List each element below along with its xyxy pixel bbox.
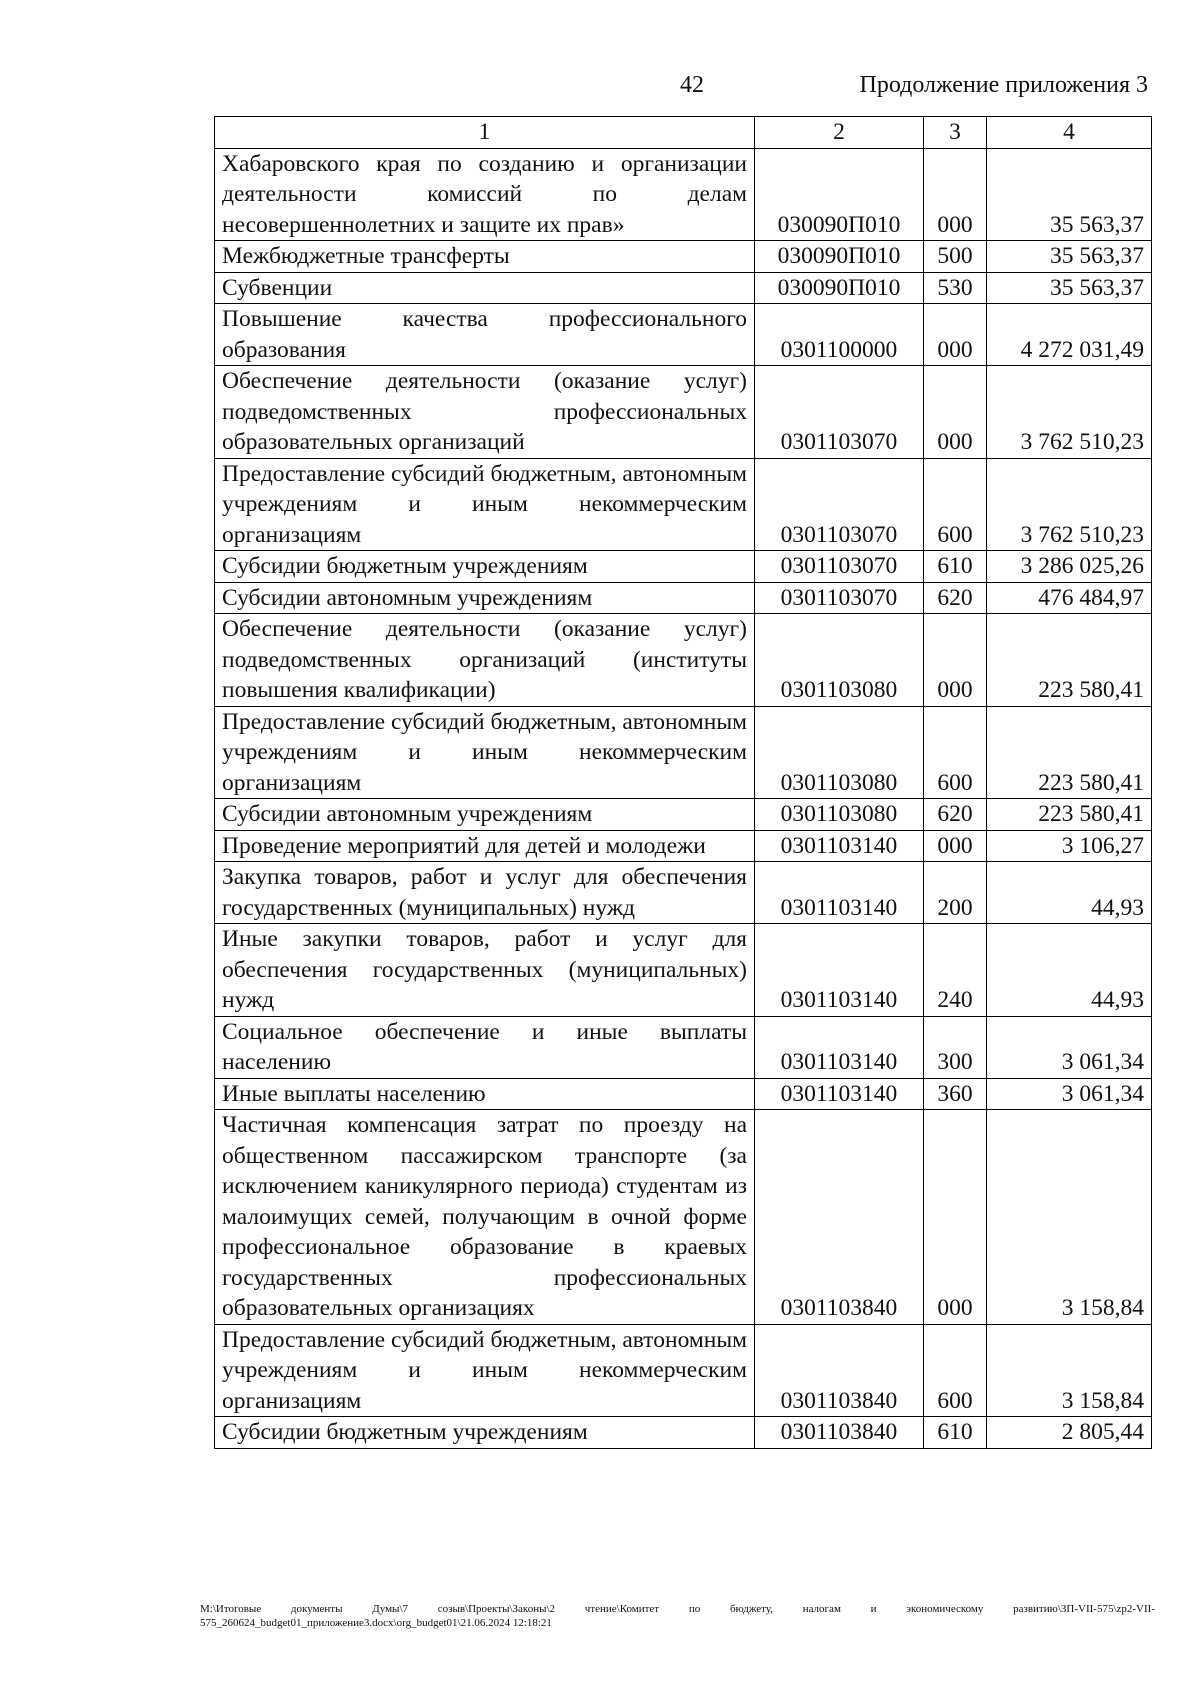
row-name: Субвенции	[215, 272, 755, 304]
row-name: Обеспечение деятельности (оказание услуг) подведомственных организаций (институты повышения квалификации)	[215, 614, 755, 707]
column-header-2: 2	[755, 117, 924, 149]
row-name: Проведение мероприятий для детей и молодежи	[215, 830, 755, 862]
row-name: Иные выплаты населению	[215, 1078, 755, 1110]
row-code: 0301103140	[755, 830, 924, 862]
row-name: Субсидии бюджетным учреждениям	[215, 551, 755, 583]
row-code: 0301100000	[755, 304, 924, 366]
row-amount: 35 563,37	[987, 241, 1152, 273]
table-row	[215, 614, 1152, 707]
table-row	[215, 1110, 1152, 1325]
table-row	[215, 1078, 1152, 1110]
row-expense-type: 000	[924, 1110, 987, 1325]
row-amount: 2 805,44	[987, 1417, 1152, 1449]
table-row	[215, 582, 1152, 614]
row-amount: 3 762 510,23	[987, 366, 1152, 459]
row-amount: 3 061,34	[987, 1016, 1152, 1078]
row-expense-type: 200	[924, 862, 987, 924]
page-number: 42	[680, 72, 704, 98]
table-row	[215, 551, 1152, 583]
table-row	[215, 458, 1152, 551]
row-expense-type: 300	[924, 1016, 987, 1078]
column-header-1: 1	[215, 117, 755, 149]
row-code: 0301103080	[755, 706, 924, 799]
row-code: 0301103840	[755, 1110, 924, 1325]
row-name: Предоставление субсидий бюджетным, автономным учреждениям и иным некоммерческим организациям	[215, 706, 755, 799]
row-amount: 3 061,34	[987, 1078, 1152, 1110]
row-amount: 3 286 025,26	[987, 551, 1152, 583]
column-header-4: 4	[987, 117, 1152, 149]
row-name: Межбюджетные трансферты	[215, 241, 755, 273]
row-code: 0301103070	[755, 551, 924, 583]
row-expense-type: 360	[924, 1078, 987, 1110]
table-row	[215, 366, 1152, 459]
row-expense-type: 530	[924, 272, 987, 304]
row-code: 030090П010	[755, 272, 924, 304]
column-header-3: 3	[924, 117, 987, 149]
row-expense-type: 600	[924, 1324, 987, 1417]
row-amount: 44,93	[987, 862, 1152, 924]
continuation-label: Продолжение приложения 3	[859, 72, 1148, 98]
row-code: 0301103070	[755, 458, 924, 551]
row-expense-type: 000	[924, 830, 987, 862]
row-expense-type: 600	[924, 458, 987, 551]
table-row	[215, 148, 1152, 241]
row-amount: 35 563,37	[987, 148, 1152, 241]
row-expense-type: 000	[924, 304, 987, 366]
row-name: Частичная компенсация затрат по проезду на общественном пассажирском транспорте (за исключением каникулярного периода) студентам из малоимущих семей, получающим в очной форме профессиональное образование в краевых государственных профессиональных образовательных организациях	[215, 1110, 755, 1325]
document-path-footer: M:\Итоговые документы Думы\7 созыв\Проекты\Законы\2 чтение\Комитет по бюджету, налогам и экономическому развитию\ЗП-VII-575\zp2-VII-575_260624_budget01_приложение3.docx\org_budget01\21.06.2024 12:18:21	[200, 1603, 1155, 1629]
row-name: Социальное обеспечение и иные выплаты населению	[215, 1016, 755, 1078]
row-name: Субсидии автономным учреждениям	[215, 799, 755, 831]
table-row	[215, 1324, 1152, 1417]
row-amount: 3 158,84	[987, 1110, 1152, 1325]
table-row	[215, 272, 1152, 304]
row-name: Закупка товаров, работ и услуг для обеспечения государственных (муниципальных) нужд	[215, 862, 755, 924]
table-row	[215, 241, 1152, 273]
row-amount: 476 484,97	[987, 582, 1152, 614]
row-code: 030090П010	[755, 241, 924, 273]
table-row	[215, 1417, 1152, 1449]
row-expense-type: 620	[924, 582, 987, 614]
row-name: Предоставление субсидий бюджетным, автономным учреждениям и иным некоммерческим организациям	[215, 458, 755, 551]
row-expense-type: 610	[924, 1417, 987, 1449]
table-row	[215, 799, 1152, 831]
table-row	[215, 862, 1152, 924]
row-code: 0301103140	[755, 862, 924, 924]
row-amount: 4 272 031,49	[987, 304, 1152, 366]
row-code: 0301103080	[755, 799, 924, 831]
table-row	[215, 924, 1152, 1017]
row-expense-type: 610	[924, 551, 987, 583]
row-name: Иные закупки товаров, работ и услуг для обеспечения государственных (муниципальных) нужд	[215, 924, 755, 1017]
row-amount: 35 563,37	[987, 272, 1152, 304]
row-code: 0301103140	[755, 1016, 924, 1078]
row-expense-type: 500	[924, 241, 987, 273]
row-code: 030090П010	[755, 148, 924, 241]
row-code: 0301103840	[755, 1417, 924, 1449]
row-amount: 223 580,41	[987, 614, 1152, 707]
table-row	[215, 304, 1152, 366]
row-expense-type: 600	[924, 706, 987, 799]
row-expense-type: 000	[924, 614, 987, 707]
row-expense-type: 620	[924, 799, 987, 831]
row-code: 0301103070	[755, 366, 924, 459]
row-expense-type: 240	[924, 924, 987, 1017]
row-amount: 44,93	[987, 924, 1152, 1017]
row-name: Хабаровского края по созданию и организации деятельности комиссий по делам несовершеннолетних и защите их прав»	[215, 148, 755, 241]
row-name: Субсидии бюджетным учреждениям	[215, 1417, 755, 1449]
row-amount: 3 106,27	[987, 830, 1152, 862]
row-amount: 3 158,84	[987, 1324, 1152, 1417]
row-name: Обеспечение деятельности (оказание услуг) подведомственных профессиональных образовательных организаций	[215, 366, 755, 459]
row-code: 0301103840	[755, 1324, 924, 1417]
row-name: Предоставление субсидий бюджетным, автономным учреждениям и иным некоммерческим организациям	[215, 1324, 755, 1417]
row-expense-type: 000	[924, 366, 987, 459]
table-row	[215, 1016, 1152, 1078]
row-name: Повышение качества профессионального образования	[215, 304, 755, 366]
row-code: 0301103080	[755, 614, 924, 707]
row-amount: 223 580,41	[987, 706, 1152, 799]
row-code: 0301103070	[755, 582, 924, 614]
table-row	[215, 830, 1152, 862]
row-amount: 3 762 510,23	[987, 458, 1152, 551]
row-name: Субсидии автономным учреждениям	[215, 582, 755, 614]
budget-table	[214, 116, 1152, 1449]
row-code: 0301103140	[755, 1078, 924, 1110]
row-expense-type: 000	[924, 148, 987, 241]
table-row	[215, 706, 1152, 799]
row-amount: 223 580,41	[987, 799, 1152, 831]
row-code: 0301103140	[755, 924, 924, 1017]
table-header-row	[215, 117, 1152, 149]
